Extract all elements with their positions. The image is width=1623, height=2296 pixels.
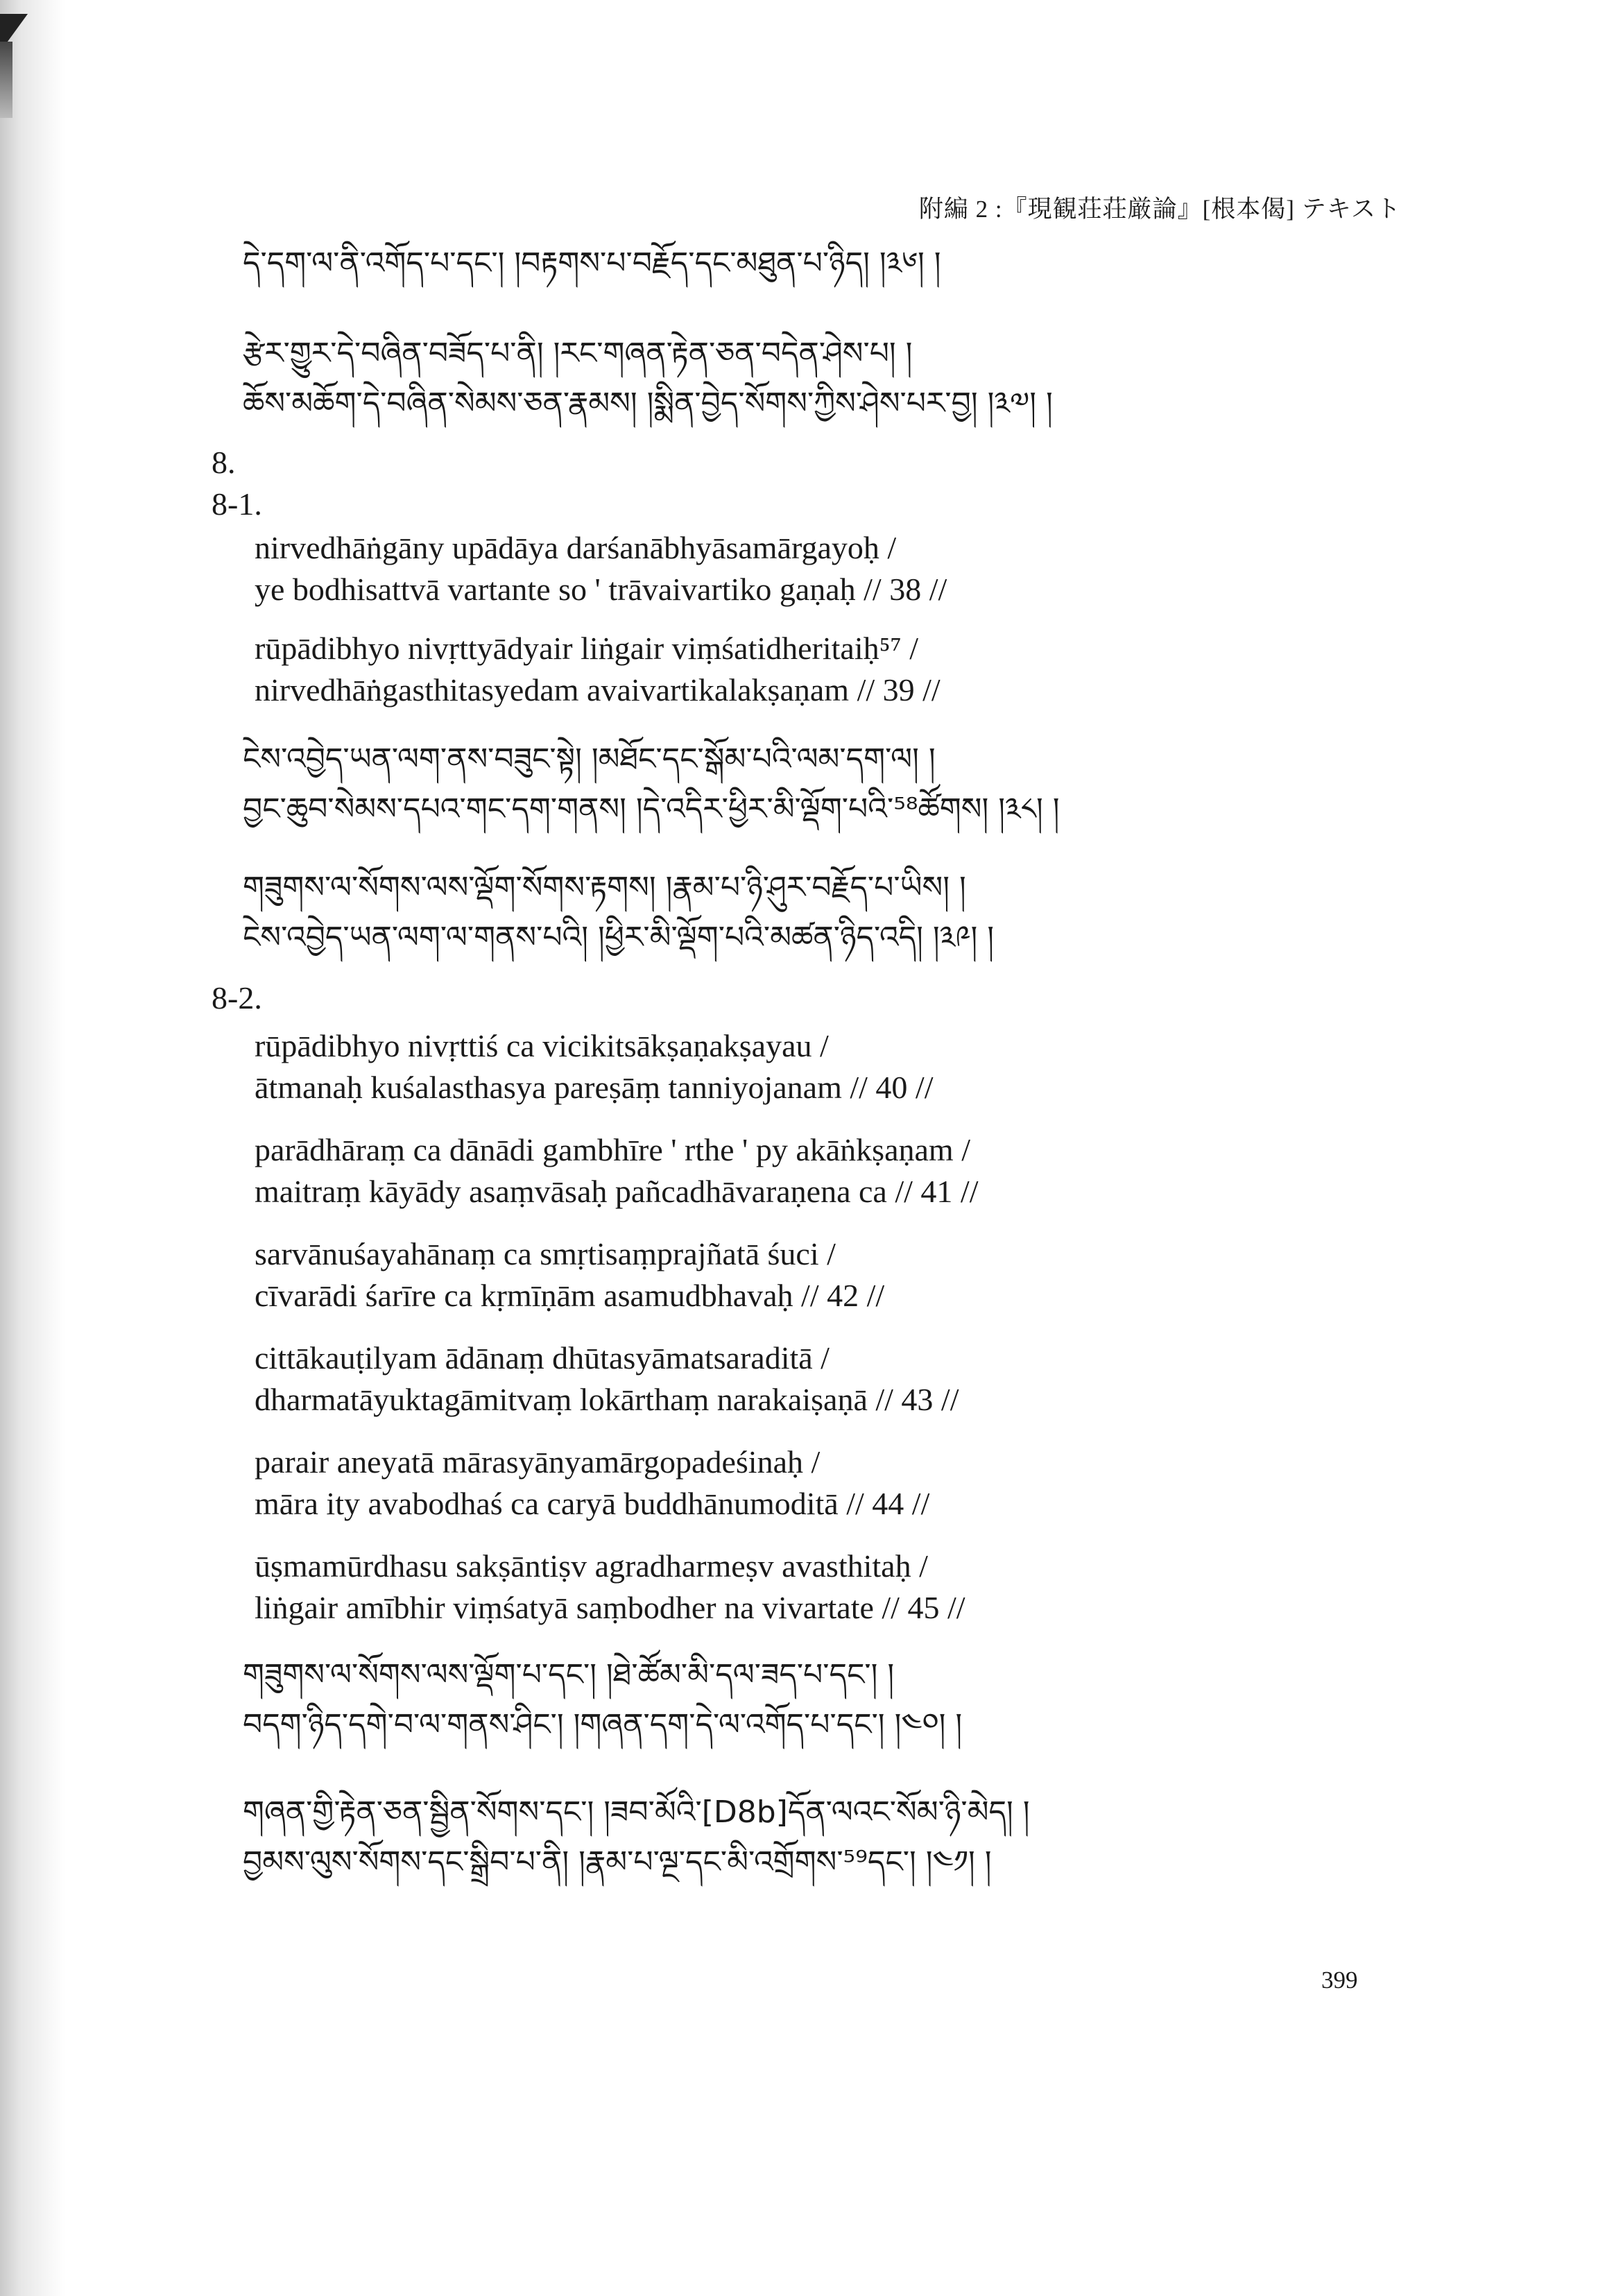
tibetan-verse-40 bbox=[243, 1651, 1283, 1751]
verse-line: ye bodhisattvā vartante so ' trāvaivartiko gaṇaḥ // 38 // bbox=[255, 572, 947, 607]
verse-line: parādhāraṃ ca dānādi gambhīre ' rthe ' py akāṅkṣaṇam / bbox=[255, 1132, 970, 1167]
sanskrit-verse-40 bbox=[255, 1025, 934, 1108]
section-number-8-2: 8-2. bbox=[212, 980, 262, 1016]
tibetan-verse-41 bbox=[243, 1788, 1283, 1888]
verse-line: dharmatāyuktagāmitvaṃ lokārthaṃ narakaiṣaṇā // 43 // bbox=[255, 1382, 959, 1417]
section-number-8-1: 8-1. bbox=[212, 486, 262, 522]
tibetan-line: བྱང་ཆུབ་སེམས་དཔའ་གང་དག་གནས། །དེ་འདིར་ཕྱིར་མི་ལྡོག་པའི་⁵⁸ཚོགས། །༣༨། ། bbox=[243, 791, 1060, 827]
sanskrit-verse-42 bbox=[255, 1233, 884, 1317]
tibetan-line: རྩེར་གྱུར་དེ་བཞིན་བཟོད་པ་ནི། །རང་གཞན་རྟེན་ཅན་བདེན་ཤེས་པ། ། bbox=[243, 336, 913, 371]
tibetan-verse-37 bbox=[243, 329, 1283, 429]
verse-line: rūpādibhyo nivṛttyādyair liṅgair viṃśatidheritaiḥ⁵⁷ / bbox=[255, 631, 918, 666]
sanskrit-verse-43 bbox=[255, 1337, 959, 1421]
running-head: 附編 2 :『現観荘荘厳論』[根本偈] テキスト bbox=[918, 196, 1401, 223]
sanskrit-verse-44 bbox=[255, 1441, 929, 1525]
tibetan-line: གཞན་གྱི་རྟེན་ཅན་སྦྱིན་སོགས་དང་། །ཟབ་མོའི་[D8b]དོན་ལའང་སོམ་ཉི་མེད། ། bbox=[243, 1794, 1030, 1830]
tibetan-line: གཟུགས་ལ་སོགས་ལས་ལྡོག་པ་དང་། །ཐེ་ཚོམ་མི་དལ་ཟད་པ་དང་། ། bbox=[243, 1657, 895, 1693]
verse-line: nirvedhāṅgāny upādāya darśanābhyāsamārgayoḥ / bbox=[255, 530, 897, 565]
verse-line: cīvarādi śarīre ca kṛmīṇām asamudbhavaḥ // 42 // bbox=[255, 1278, 885, 1313]
scan-corner-shadow bbox=[0, 42, 12, 118]
verse-line: sarvānuśayahānaṃ ca smṛtisaṃprajñatā śuci / bbox=[255, 1236, 836, 1271]
tibetan-verse-39 bbox=[243, 864, 1283, 963]
verse-line: liṅgair amībhir viṃśatyā saṃbodher na vivartate // 45 // bbox=[255, 1590, 965, 1625]
verse-line: ūṣmamūrdhasu sakṣāntiṣv agradharmeṣv avasthitaḥ / bbox=[255, 1548, 928, 1584]
section-number-8: 8. bbox=[212, 445, 236, 480]
verse-line: parair aneyatā mārasyānyamārgopadeśinaḥ / bbox=[255, 1444, 821, 1480]
verse-line: māra ity avabodhaś ca caryā buddhānumoditā // 44 // bbox=[255, 1486, 930, 1521]
tibetan-line: ངེས་འབྱེད་ཡན་ལག་ནས་བཟུང་སྟེ། །མཐོང་དང་སྒོམ་པའི་ལམ་དག་ལ། ། bbox=[243, 742, 936, 777]
verse-line: nirvedhāṅgasthitasyedam avaivartikalakṣaṇam // 39 // bbox=[255, 672, 941, 708]
tibetan-line: ངེས་འབྱེད་ཡན་ལག་ལ་གནས་པའི། །ཕྱིར་མི་ལྡོག་པའི་མཚན་ཉིད་འདི། །༣༩། ། bbox=[243, 920, 995, 955]
verse-line: maitraṃ kāyādy asaṃvāsaḥ pañcadhāvaraṇena ca // 41 // bbox=[255, 1174, 979, 1209]
page-number: 399 bbox=[1321, 1967, 1358, 1994]
verse-line: rūpādibhyo nivṛttiś ca vicikitsākṣaṇakṣayau / bbox=[255, 1028, 829, 1063]
tibetan-verse-38 bbox=[243, 735, 1283, 835]
sanskrit-verse-41 bbox=[255, 1129, 978, 1213]
verse-line: cittākauṭilyam ādānaṃ dhūtasyāmatsaraditā / bbox=[255, 1340, 830, 1376]
tibetan-verse-36 bbox=[243, 239, 1283, 289]
tibetan-line: བྱམས་ལུས་སོགས་དང་སྒྲིབ་པ་ནི། །རྣམ་པ་ལྔ་དང་མི་འགྲོགས་⁵⁹དང་། །༤༡། ། bbox=[243, 1844, 992, 1880]
sanskrit-verse-45 bbox=[255, 1545, 965, 1629]
tibetan-line: བདག་ཉིད་དགེ་བ་ལ་གནས་ཤིང་། །གཞན་དག་དེ་ལ་འགོད་པ་དང་། །༤༠། ། bbox=[243, 1707, 963, 1742]
tibetan-line: དེ་དག་ལ་ནི་འགོད་པ་དང་། །བརྟགས་པ་བརྗོད་དང་མཐུན་པ་ཉིད། །༣༦། ། bbox=[243, 246, 941, 281]
verse-line: ātmanaḥ kuśalasthasya pareṣāṃ tanniyojanam // 40 // bbox=[255, 1070, 934, 1105]
tibetan-line: ཆོས་མཆོག་དེ་བཞིན་སེམས་ཅན་རྣམས། །སྨིན་བྱེད་སོགས་ཀྱིས་ཤེས་པར་བྱ། །༣༧། ། bbox=[243, 386, 1053, 421]
sanskrit-verse-38 bbox=[255, 527, 947, 610]
tibetan-line: གཟུགས་ལ་སོགས་ལས་ལྡོག་སོགས་རྟགས། །རྣམ་པ་ཉི་ཤུར་བརྗོད་པ་ཡིས། ། bbox=[243, 870, 966, 905]
scan-edge-shadow bbox=[0, 0, 66, 2296]
sanskrit-verse-39 bbox=[255, 628, 941, 711]
